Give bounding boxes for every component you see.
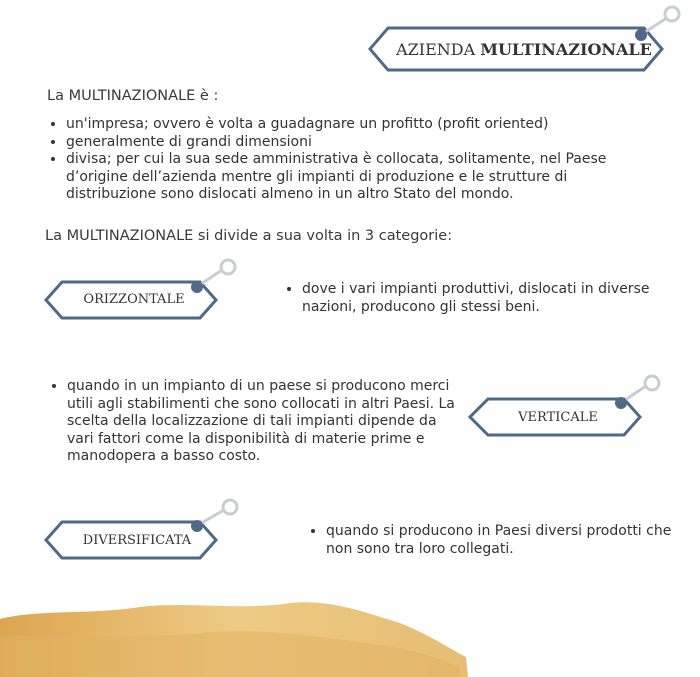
tag-orizzontale [42,262,242,322]
tag-diversificata [42,498,252,562]
category-label: DIVERSIFICATA [82,533,192,548]
intro-list [44,116,656,204]
tag-frame [466,374,666,438]
list-item: • divisa; per cui la sua sede amministrativa è collocata, solitamente, nel Paese d’origine dell’azienda mentre gli impianti di produzione e le strutture di distribuzione sono dislocati almeno in un altro Stato del mondo. [66,151,656,204]
page-title: AZIENDA MULTINAZIONALE [396,40,652,59]
list-item: • quando in un impianto di un paese si producono merci utili agli stabilimenti che sono collocati in altri Paesi. La scelta della localizzazione di tali impianti dipende da vari fattori come la disponibilità di materie prime e manodopera a basso costo. [67,378,467,466]
category-label: ORIZZONTALE [83,292,185,307]
categories-heading: La MULTINAZIONALE si divide a sua volta in 3 categorie: [45,228,453,244]
list-item: • generalmente di grandi dimensioni [66,134,656,152]
category-description [45,378,467,466]
category-description [280,281,700,316]
title-tag [368,14,680,70]
list-item: • dove i vari impianti produttivi, dislocati in diverse nazioni, producono gli stessi beni. [302,281,700,316]
tag-frame [42,498,252,562]
paper-texture-decoration [0,597,700,677]
category-label: VERTICALE [518,410,598,425]
tag-verticale [466,374,666,438]
list-item: • un'impresa; ovvero è volta a guadagnare un profitto (profit oriented) [66,116,656,134]
intro-heading: La MULTINAZIONALE è : [47,88,219,104]
category-description [304,523,686,558]
list-item: • quando si producono in Paesi diversi prodotti che non sono tra loro collegati. [326,523,686,558]
